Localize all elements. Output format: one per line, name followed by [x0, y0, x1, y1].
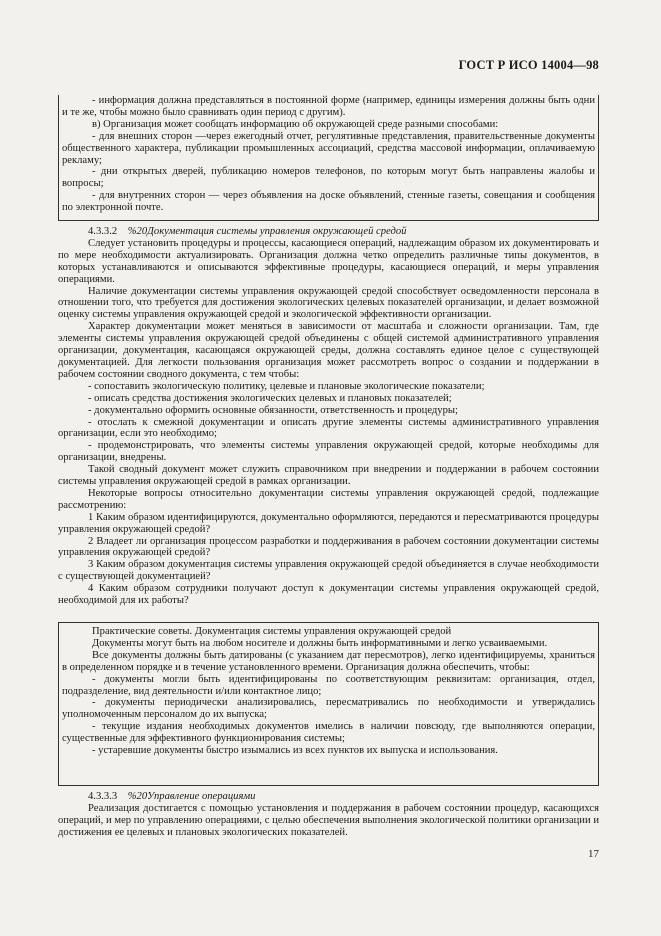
paragraph: Следует установить процедуры и процессы, касающиеся операций, надлежащим образом их документировать и по мере необходимости актуализировать. Организация должна четко определить различные типы документов, в которых устанавливаются и описываются эффективные процедуры, касающиеся операций, и меры управления операциями. [58, 237, 599, 285]
section-4332 [58, 226, 599, 607]
section-number: 4.3.3.3 [88, 791, 118, 802]
paragraph: Реализация достигается с помощью установления и поддержания в рабочем состоянии процедур, касающихся операций, и мер по управлению операциями, с целью обеспечения выполнения экологической политики организации и достижения ее целевых и плановых экологических показателей. [58, 802, 599, 838]
question-item: 1 Каким образом идентифицируются, документально оформляются, передаются и пересматриваются процедуры управления окружающей средой? [58, 511, 599, 535]
paragraph: - информация должна представляться в постоянной форме (например, единицы измерения должны быть одни и те же, чтобы можно было сравнивать один период с другим). [62, 95, 595, 118]
section-heading [58, 226, 599, 238]
paragraph: Наличие документации системы управления окружающей средой способствует осведомленности персонала в отношении того, что требуется для достижения экологических целевых показателей организации, и делает возможной оценку системы управления окружающей средой и экологической эффективности организации. [58, 285, 599, 321]
document-code: ГОСТ Р ИСО 14004—98 [458, 58, 599, 72]
list-item: - текущие издания необходимых документов имелись в наличии повсюду, где выполняются операции, существенные для эффективного функционирования системы; [62, 721, 595, 745]
list-item: - отослать к смежной документации и описать другие элементы системы административного управления организации, если это необходимо; [58, 416, 599, 440]
box-title: Практические советы. Документация системы управления окружающей средой [92, 626, 452, 637]
question-item: 3 Каким образом документация системы управления окружающей средой объединяется в случае необходимости с существующей документацией? [58, 559, 599, 583]
list-item: - описать средства достижения экологических целевых и плановых показателей; [88, 392, 452, 404]
paragraph: Характер документации может меняться в зависимости от масштаба и сложности организации. Там, где элементы системы управления окружающей средой объединены с общей системой административного управления организации, документация, касающаяся окружающей среды, должна составлять единое целое с существующей документацией. Для легкости пользования организация может рассмотреть вопрос о создании и поддержании в рабочем состоянии сводного документа, с тем чтобы: [58, 321, 599, 380]
section-title: %20Управление операциями [127, 791, 256, 802]
list-item: - документы могли быть идентифицированы по соответствующим реквизитам: организация, отдел, подразделение, вид деятельности и/или контактное лицо; [62, 673, 595, 697]
list-item: - документы периодически анализировались, пересматривались по необходимости и утверждались уполномоченным персоналом до их выпуска; [62, 697, 595, 721]
list-item: - устаревшие документы быстро изымались из всех пунктов их выпуска и использования. [92, 745, 498, 757]
paragraph: Такой сводный документ может служить справочником при внедрении и поддержании в рабочем состоянии системы управления окружающей средой в рамках организации. [58, 464, 599, 488]
list-item: - продемонстрировать, что элементы системы управления окружающей средой, которые необходимы для организации, внедрены. [58, 440, 599, 464]
section-number: 4.3.3.2 [88, 226, 118, 237]
paragraph: Все документы должны быть датированы (с указанием дат пересмотров), легко идентифицируемы, храниться в определенном порядке и в течение установленного времени. Организация должна обеспечить, чтобы: [62, 649, 595, 673]
paragraph: - дни открытых дверей, публикацию номеров телефонов, по которым могут быть направлены жалобы и вопросы; [62, 166, 595, 190]
list-item: - документально оформить основные обязанности, ответственность и процедуры; [88, 404, 458, 416]
paragraph: Некоторые вопросы относительно документации системы управления окружающей средой, подлежащие рассмотрению: [58, 487, 599, 511]
paragraph: в) Организация может сообщать информацию об окружающей среде разными способами: [92, 118, 499, 130]
question-item: 2 Владеет ли организация процессом разработки и поддерживания в рабочем состоянии документации системы управления окружающей средой? [58, 535, 599, 559]
section-4333 [58, 791, 599, 839]
paragraph: - для внешних сторон —через ежегодный отчет, регулятивные представления, правительственные документы общественного характера, публикации промышленных ассоциаций, средства массовой информации, оплачиваемую рекламу; [62, 130, 595, 166]
section-heading [58, 791, 599, 803]
continued-boxed-note [58, 95, 599, 221]
practical-advice-box [58, 622, 599, 786]
list-item: - сопоставить экологическую политику, целевые и плановые экологические показатели; [88, 380, 485, 392]
page-number: 17 [588, 848, 599, 860]
section-title: %20Документация системы управления окружающей средой [127, 226, 407, 237]
paragraph: Документы могут быть на любом носителе и должны быть информативными и легко усваиваемыми. [92, 637, 548, 649]
question-item: 4 Каким образом сотрудники получают доступ к документации системы управления окружающей средой, необходимой для их работы? [58, 583, 599, 607]
paragraph: - для внутренних сторон — через объявления на доске объявлений, стенные газеты, совещания и сообщения по электронной почте. [62, 190, 595, 214]
